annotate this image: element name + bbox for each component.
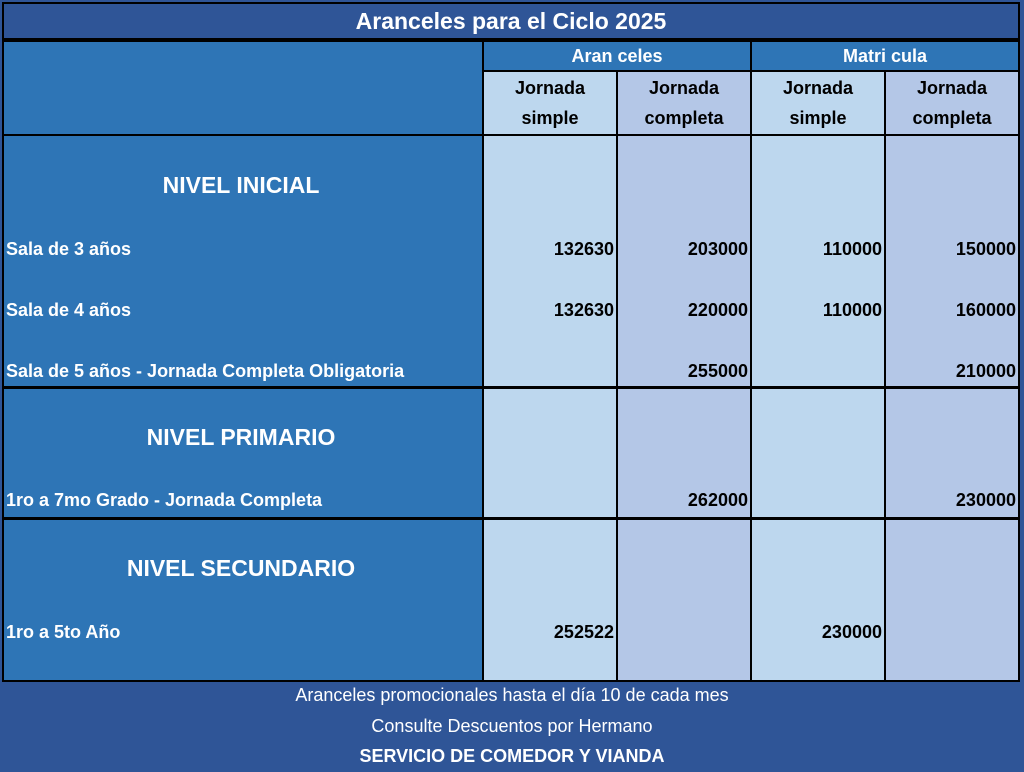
value-secundario-ma-simple: 230000 xyxy=(821,622,882,642)
value-sala-3-ma-simple: 110000 xyxy=(822,239,882,259)
subheader-matricula-simple: Jornada simple xyxy=(752,72,884,134)
section-title-secundario: NIVEL SECUNDARIO xyxy=(126,555,356,581)
value-sala-5-ar-completa: 255000 xyxy=(687,361,748,381)
value-primario-ar-completa: 262000 xyxy=(687,490,748,510)
section-inicial-col-ar-simple xyxy=(484,136,616,386)
subheader-matricula-completa: Jornada completa xyxy=(886,72,1018,134)
value-sala-3-ma-completa: 150000 xyxy=(955,239,1016,259)
group-header-matricula: Matri cula xyxy=(752,42,1018,70)
value-sala-4-ma-completa: 160000 xyxy=(955,300,1016,320)
section-inicial-col-ma-completa xyxy=(886,136,1018,386)
footer-sibling-discount-note: Consulte Descuentos por Hermano xyxy=(371,716,653,736)
section-inicial-col-ma-simple xyxy=(752,136,884,386)
section-secundario-col-ma-simple xyxy=(752,520,884,680)
section-title-inicial: NIVEL INICIAL xyxy=(162,172,320,198)
value-secundario-ar-simple: 252522 xyxy=(553,622,614,642)
section-secundario-col-ma-completa xyxy=(886,520,1018,680)
value-sala-4-ar-completa: 220000 xyxy=(687,300,748,320)
section-primario-col-ma-simple xyxy=(752,389,884,517)
group-header-aranceles: Aran celes xyxy=(484,42,750,70)
tariff-table xyxy=(2,40,1020,682)
value-sala-3-ar-simple: 132630 xyxy=(553,239,614,259)
section-secundario-col-ar-completa xyxy=(618,520,750,680)
header-blank-cell xyxy=(4,42,482,134)
row-label-secundario: 1ro a 5to Año xyxy=(6,622,121,642)
value-sala-5-ma-completa: 210000 xyxy=(955,361,1016,381)
section-primario-col-ar-simple xyxy=(484,389,616,517)
subheader-aranceles-simple: Jornada simple xyxy=(484,72,616,134)
value-sala-3-ar-completa: 203000 xyxy=(687,239,748,259)
section-secundario-label-area xyxy=(4,520,482,680)
page-title: Aranceles para el Ciclo 2025 xyxy=(2,2,1020,40)
row-label-sala-4: Sala de 4 años xyxy=(6,300,132,320)
value-primario-ma-completa: 230000 xyxy=(955,490,1016,510)
value-sala-4-ma-simple: 110000 xyxy=(822,300,882,320)
row-label-sala-3: Sala de 3 años xyxy=(6,239,132,259)
section-secundario-col-ar-simple xyxy=(484,520,616,680)
row-label-sala-5: Sala de 5 años - Jornada Completa Obligatoria xyxy=(6,361,405,381)
section-title-primario: NIVEL PRIMARIO xyxy=(146,424,336,450)
subheader-aranceles-completa: Jornada completa xyxy=(618,72,750,134)
footer-promo-note: Aranceles promocionales hasta el día 10 de cada mes xyxy=(295,685,729,705)
row-label-primario: 1ro a 7mo Grado - Jornada Completa xyxy=(6,490,323,510)
footer xyxy=(0,682,1024,772)
value-sala-4-ar-simple: 132630 xyxy=(553,300,614,320)
section-inicial-col-ar-completa xyxy=(618,136,750,386)
footer-meal-service-note: SERVICIO DE COMEDOR Y VIANDA xyxy=(359,746,665,766)
